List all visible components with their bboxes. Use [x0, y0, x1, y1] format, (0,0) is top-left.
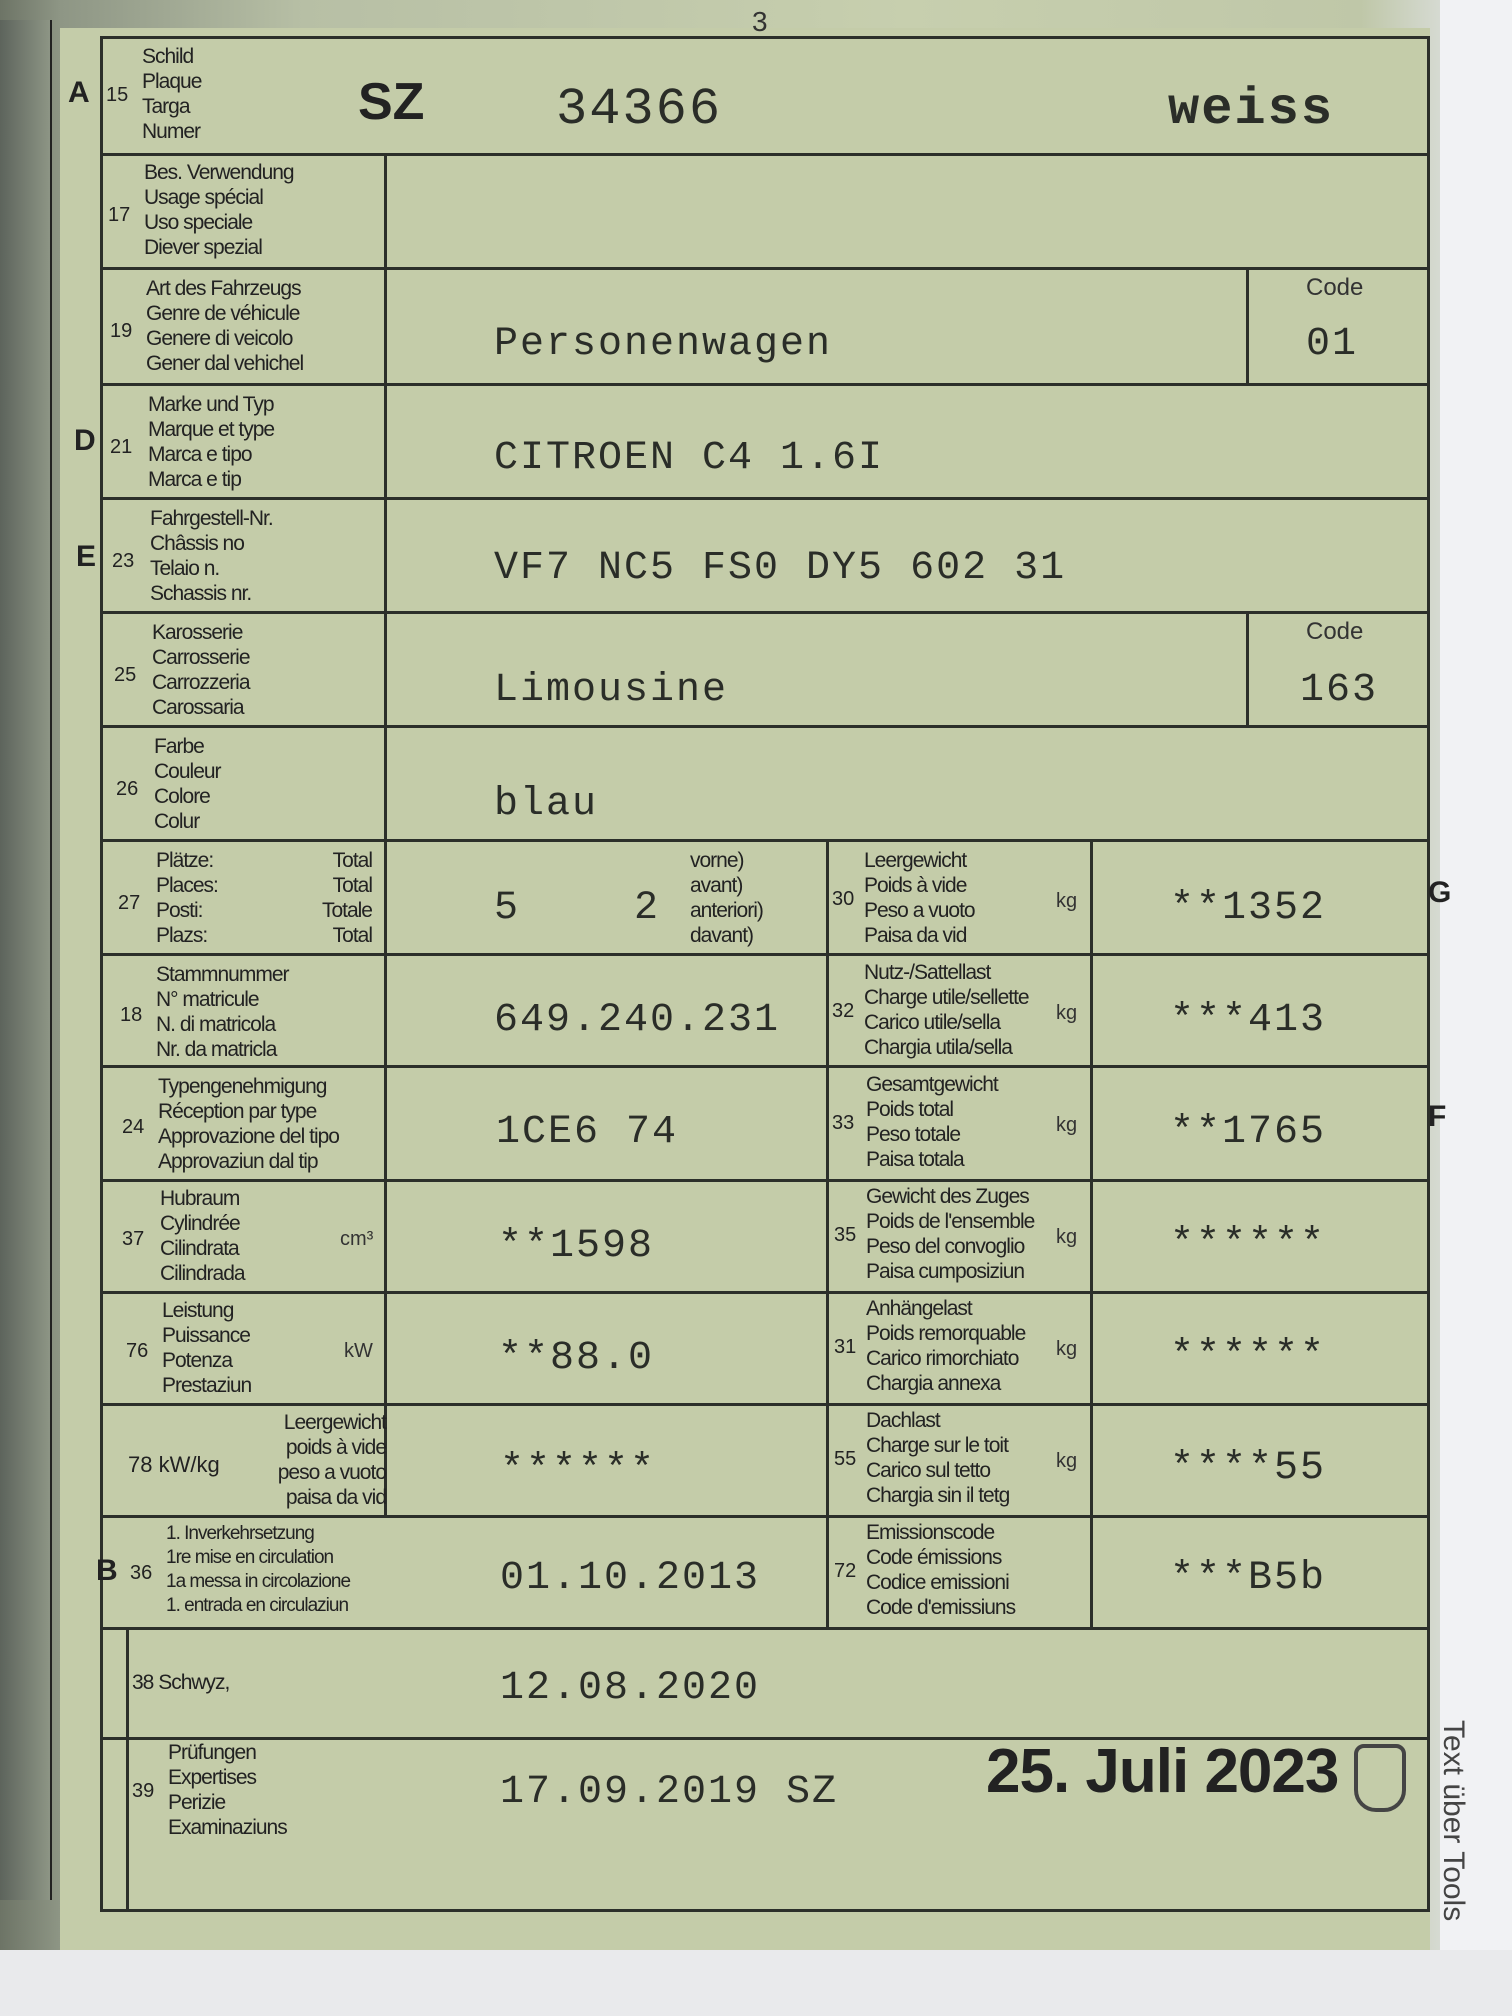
- emission-code-label: Emissionscode Code émissions Codice emissioni Code d'emissiuns: [866, 1521, 1016, 1619]
- seats-total-label: Total Total Totale Total: [321, 849, 372, 947]
- seats-label: Plätze: Places: Posti: Plazs:: [156, 849, 218, 947]
- field-number: 27: [118, 892, 141, 914]
- seats-front-label: vorne) avant) anteriori) davant): [690, 849, 763, 947]
- color-value: blau: [494, 782, 599, 827]
- place-date: 12.08.2020: [500, 1666, 761, 1711]
- field-number: 32: [832, 1000, 855, 1022]
- type-approval-label: Typengenehmigung Réception par type Approvazione del tipo Approvaziun dal tip: [158, 1075, 339, 1173]
- body-code: 163: [1300, 668, 1379, 713]
- payload-value: ***413: [1170, 998, 1327, 1043]
- side-letter-e: E: [76, 540, 97, 573]
- field-number: 33: [832, 1112, 855, 1134]
- field-number: 21: [110, 436, 133, 458]
- body-value: Limousine: [494, 668, 729, 713]
- plate-canton: SZ: [358, 73, 425, 131]
- first-registration-label: 1. Inverkehrsetzung 1re mise en circulation 1a messa in circolazione 1. entrada en circulaziun: [166, 1523, 351, 1616]
- total-weight-value: **1765: [1170, 1110, 1327, 1155]
- field-number: 55: [834, 1448, 857, 1470]
- unit-kg: kg: [1056, 1450, 1078, 1472]
- field-number: 23: [112, 550, 135, 572]
- matricule-value: 649.240.231: [494, 998, 781, 1043]
- vehicle-type-code: 01: [1306, 322, 1359, 367]
- emission-code-value: ***B5b: [1170, 1556, 1327, 1601]
- trailer-load-label: Anhängelast Poids remorquable Carico rimorchiato Chargia annexa: [866, 1297, 1026, 1395]
- unit-kw: kW: [344, 1340, 373, 1362]
- label-column-divider: [384, 156, 387, 1518]
- side-letter-g: G: [1428, 876, 1452, 909]
- screen-margin: [1440, 0, 1512, 2016]
- adjacent-page-edge: [0, 20, 52, 1900]
- roof-load-label: Dachlast Charge sur le toit Carico sul tetto Chargia sin il tetg: [866, 1409, 1010, 1507]
- seats-total: 5: [494, 886, 521, 931]
- field-number: 24: [122, 1116, 145, 1138]
- field-number: 15: [106, 84, 129, 106]
- unit-kg: kg: [1056, 1002, 1078, 1024]
- payload-label: Nutz-/Sattellast Charge utile/sellette Carico utile/sella Chargia utila/sella: [864, 961, 1029, 1059]
- field-number: 76: [126, 1340, 149, 1362]
- field-number: 25: [114, 664, 137, 686]
- power-value: **88.0: [498, 1336, 655, 1381]
- field-number: 37: [122, 1228, 145, 1250]
- make-label: Marke und Typ Marque et type Marca e tipo Marca e tip: [148, 393, 275, 491]
- vehicle-type-value: Personenwagen: [494, 322, 833, 367]
- row-body: [100, 614, 1430, 728]
- train-weight-label: Gewicht des Zuges Poids de l'ensemble Peso del convoglio Paisa cumposiziun: [866, 1185, 1035, 1283]
- unit-kg: kg: [1056, 1338, 1078, 1360]
- side-letter-d: D: [74, 424, 96, 457]
- bottom-inner-line: [126, 1630, 129, 1912]
- plate-color: weiss: [1168, 80, 1335, 139]
- code-divider-2: [1246, 614, 1249, 728]
- vehicle-type-label: Art des Fahrzeugs Genre de véhicule Genere di veicolo Gener dal vehichel: [146, 277, 304, 375]
- field-number: 17: [108, 204, 131, 226]
- unit-kg: kg: [1056, 890, 1078, 912]
- plate-label: Schild Plaque Targa Numer: [142, 45, 202, 143]
- body-label: Karosserie Carrosserie Carrozzeria Carossaria: [152, 621, 250, 719]
- field-number: 31: [834, 1336, 857, 1358]
- code-label: Code: [1306, 274, 1364, 301]
- unit-kg: kg: [1056, 1226, 1078, 1248]
- empty-weight-label: Leergewicht Poids à vide Peso a vuoto Paisa da vid: [864, 849, 975, 947]
- roof-load-value: ****55: [1170, 1446, 1327, 1491]
- row-special-use: [100, 156, 1430, 270]
- page-number: 3: [752, 6, 768, 37]
- special-use-label: Bes. Verwendung Usage spécial Uso speciale Diever spezial: [144, 161, 294, 259]
- first-registration-value: 01.10.2013: [500, 1556, 761, 1601]
- kw-kg-value: ******: [500, 1448, 657, 1493]
- chassis-value: VF7 NC5 FS0 DY5 602 31: [494, 546, 1067, 591]
- code-divider-1: [1246, 270, 1249, 386]
- seats-front: 2: [634, 886, 661, 931]
- field-number: 39: [132, 1780, 155, 1802]
- row-place: [100, 1630, 1430, 1740]
- make-value: CITROEN C4 1.6I: [494, 436, 885, 481]
- kw-kg-label: Leergewicht poids à vide peso a vuoto paisa da vid: [277, 1411, 386, 1509]
- inspection-value: 17.09.2019 SZ: [500, 1770, 839, 1815]
- place-label: 38 Schwyz,: [132, 1671, 230, 1694]
- stamp-seal-icon: [1354, 1744, 1406, 1812]
- right-value-divider: [1090, 842, 1093, 1630]
- displacement-value: **1598: [498, 1224, 655, 1269]
- empty-weight-value: **1352: [1170, 886, 1327, 931]
- color-label: Farbe Couleur Colore Colur: [154, 735, 221, 833]
- type-approval-value: 1CE6 74: [496, 1110, 679, 1155]
- field-number: 36: [130, 1562, 153, 1584]
- mid-column-divider: [826, 842, 829, 1630]
- chassis-label: Fahrgestell-Nr. Châssis no Telaio n. Schassis nr.: [150, 507, 273, 605]
- power-label: Leistung Puissance Potenza Prestaziun: [162, 1299, 252, 1397]
- field-number: 35: [834, 1224, 857, 1246]
- side-letter-b: B: [96, 1554, 118, 1587]
- edge-text: Text über Tools: [1437, 1720, 1470, 1922]
- bottom-strip: [0, 1950, 1512, 2016]
- field-number: 19: [110, 320, 133, 342]
- matricule-label: Stammnummer N° matricule N. di matricola Nr. da matricla: [156, 963, 289, 1061]
- field-number: 72: [834, 1560, 857, 1582]
- field-number: 18: [120, 1004, 143, 1026]
- unit-kg: kg: [1056, 1114, 1078, 1136]
- plate-number: 34366: [556, 80, 723, 139]
- unit-cm3: cm³: [340, 1228, 374, 1250]
- code-label: Code: [1306, 618, 1364, 645]
- field-number: 30: [832, 888, 855, 910]
- inspections-label: Prüfungen Expertises Perizie Examinaziuns: [168, 1741, 287, 1839]
- total-weight-label: Gesamtgewicht Poids total Peso totale Paisa totala: [866, 1073, 998, 1171]
- displacement-label: Hubraum Cylindrée Cilindrata Cilindrada: [160, 1187, 245, 1285]
- trailer-load-value: ******: [1170, 1334, 1327, 1379]
- row-color: [100, 728, 1430, 842]
- side-letter-a: A: [68, 76, 90, 109]
- side-letter-f: F: [1428, 1100, 1447, 1133]
- train-weight-value: ******: [1170, 1222, 1327, 1267]
- field-number: 78 kW/kg: [128, 1452, 220, 1477]
- field-number: 26: [116, 778, 139, 800]
- inspection-stamp: 25. Juli 2023: [986, 1737, 1339, 1806]
